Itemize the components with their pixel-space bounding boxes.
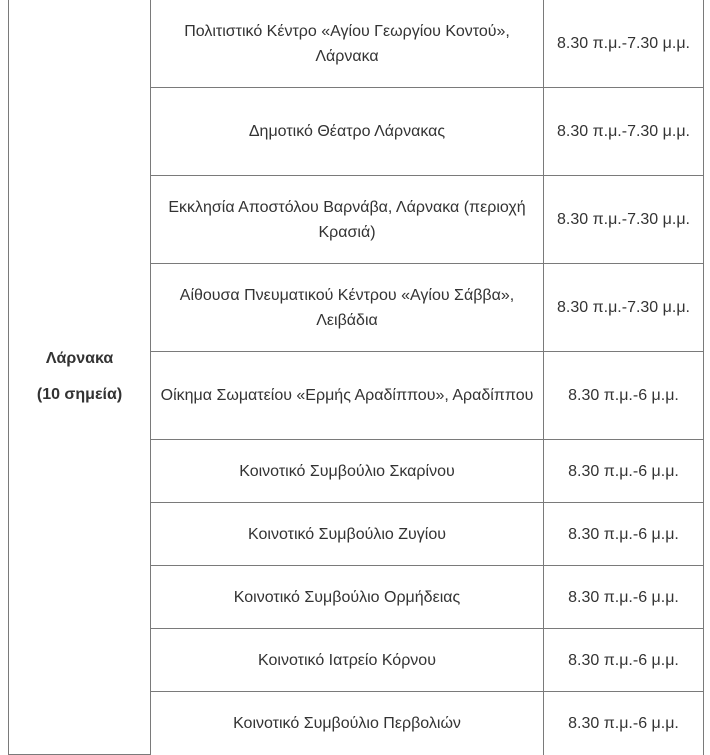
- region-count: (10 σημεία): [36, 386, 123, 403]
- hours-cell: 8.30 π.μ.-6 μ.μ.: [544, 629, 704, 692]
- table-row: [9, 0, 704, 88]
- location-cell: Οίκημα Σωματείου «Ερμής Αραδίππου», Αραδίππου: [151, 352, 544, 440]
- hours-cell: 8.30 π.μ.-7.30 μ.μ.: [544, 264, 704, 352]
- location-cell: Κοινοτικό Συμβούλιο Ζυγίου: [151, 503, 544, 566]
- region-name: Λάρνακα: [45, 350, 114, 367]
- hours-cell: 8.30 π.μ.-6 μ.μ.: [544, 692, 704, 755]
- location-cell: Κοινοτικό Συμβούλιο Ορμήδειας: [151, 566, 544, 629]
- location-cell: Αίθουσα Πνευματικού Κέντρου «Αγίου Σάββα», Λειβάδια: [151, 264, 544, 352]
- hours-cell: 8.30 π.μ.-7.30 μ.μ.: [544, 88, 704, 176]
- hours-cell: 8.30 π.μ.-6 μ.μ.: [544, 352, 704, 440]
- hours-cell: 8.30 π.μ.-7.30 μ.μ.: [544, 176, 704, 264]
- location-cell: Κοινοτικό Συμβούλιο Σκαρίνου: [151, 440, 544, 503]
- hours-cell: 8.30 π.μ.-6 μ.μ.: [544, 566, 704, 629]
- location-cell: Κοινοτικό Ιατρείο Κόρνου: [151, 629, 544, 692]
- hours-cell: 8.30 π.μ.-7.30 μ.μ.: [544, 0, 704, 88]
- location-cell: Πολιτιστικό Κέντρο «Αγίου Γεωργίου Κοντού», Λάρνακα: [151, 0, 544, 88]
- vaccination-points-table: [8, 0, 704, 755]
- location-cell: Δημοτικό Θέατρο Λάρνακας: [151, 88, 544, 176]
- hours-cell: 8.30 π.μ.-6 μ.μ.: [544, 503, 704, 566]
- location-cell: Εκκλησία Αποστόλου Βαρνάβα, Λάρνακα (περιοχή Κρασιά): [151, 176, 544, 264]
- location-cell: Κοινοτικό Συμβούλιο Περβολιών: [151, 692, 544, 755]
- hours-cell: 8.30 π.μ.-6 μ.μ.: [544, 440, 704, 503]
- region-cell: [9, 0, 151, 755]
